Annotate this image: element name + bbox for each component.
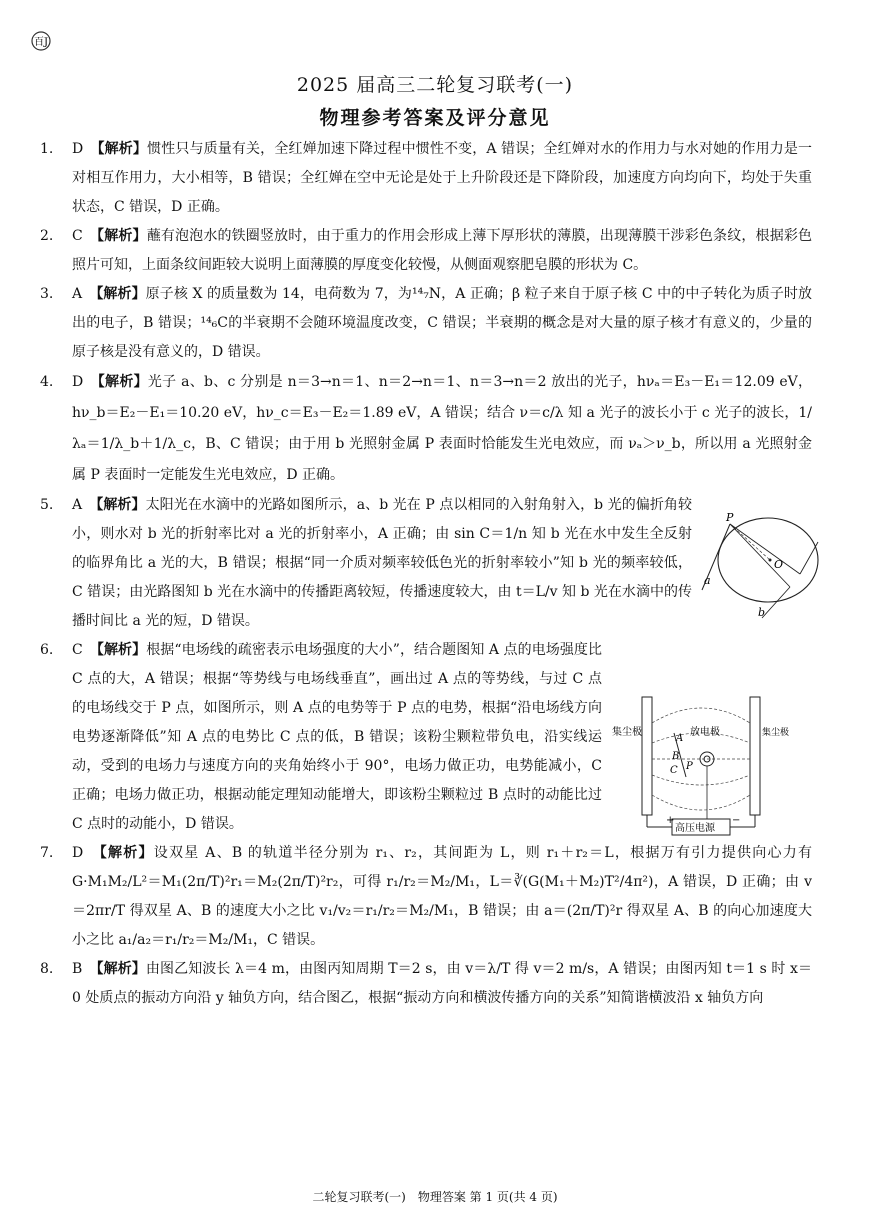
question-number: 3. <box>40 286 54 302</box>
right-plate-label: 集尘极 <box>762 728 790 738</box>
label-p: P <box>726 511 734 524</box>
question-text: 由图乙知波长 λ＝4 m，由图丙知周期 T＝2 s，由 v＝λ/T 得 v＝2 m/s，A 错误；由图丙知 t＝1 s 时 x＝0 处质点的振动方向沿 y 轴负方向，结合图乙，根据“振动方向和横波传播方向的关系”知简谐横波沿 x 轴负方向 <box>72 961 813 1006</box>
label-c: C <box>670 765 678 776</box>
refracted-ray <box>730 524 800 574</box>
question-8 <box>40 955 813 1013</box>
question-answer: A <box>72 497 83 513</box>
question-text: 蘸有泡泡水的铁圈竖放时，由于重力的作用会形成上薄下厚形状的薄膜，出现薄膜干涉彩色条纹，根据彩色照片可知，上面条纹间距较大说明上面薄膜的厚度变化较慢，从侧面观察肥皂膜的形状为 C。 <box>72 228 813 273</box>
droplet-circle <box>718 518 818 602</box>
left-plate <box>642 697 652 815</box>
analysis-tag: 【解析】 <box>96 642 147 658</box>
field-line <box>652 795 750 810</box>
label-a: a <box>704 574 711 587</box>
exam-subtitle: 物理参考答案及评分意见 <box>319 107 551 129</box>
question-answer: D <box>72 845 84 861</box>
question-7 <box>40 839 813 955</box>
question-text: 根据“电场线的疏密表示电场强度的大小”，结合题图知 A 点的电场强度比 C 点的大，A 错误；根据“等势线与电场线垂直”，画出过 A 点的等势线，与过 C 点的电场线交于 P 点，如图所示，则 A 点的电势等于 P 点的电势，根据“沿电场线方向电势逐渐降低”知 A 点的电势比 C 点的低，B 错误；该粉尘颗粒带负电，沿实线运动，受到的电场力与速度方向的夹角始终小于 90°，电场力做正功，电势能减小，C 正确；电场力做正功，根据动能定理知动能增大，即该粉尘颗粒过 B 点时的动能比过 C 点时的动能小，D 错误。 <box>72 642 603 832</box>
question-2 <box>40 222 813 280</box>
question-text: 太阳光在水滴中的光路如图所示，a、b 光在 P 点以相同的入射角射入，b 光的偏折角较小，则水对 b 光的折射率比对 a 光的折射率小，A 正确；由 sin C＝1/n 知 b 光在水中发生全反射的临界角比 a 光的大，B 错误；根据“同一介质对频率较低色光的折射率较小”知 b 光的频率较低，C 错误；由光路图知 b 光在水滴中的传播距离较短，传播速度较大，由 t＝L/v 知 b 光在水滴中的传播时间比 a 光的短，D 错误。 <box>72 497 693 629</box>
label-b: b <box>758 606 766 619</box>
label-p: P <box>686 761 693 772</box>
question-3 <box>40 280 813 367</box>
minus-sign: − <box>732 815 741 826</box>
question-1 <box>40 135 813 222</box>
discharge-electrode-label: 放电极 <box>690 727 720 738</box>
question-answer: C <box>72 228 83 244</box>
question-number: 1. <box>40 141 54 157</box>
field-line <box>652 775 750 785</box>
question-number: 8. <box>40 961 54 977</box>
exam-title: 2025 届高三二轮复习联考(一) <box>296 74 574 96</box>
question-answer: D <box>72 141 84 157</box>
logo-text: 百J <box>33 37 49 48</box>
right-plate <box>750 697 760 815</box>
question-number: 4. <box>40 374 54 390</box>
question-6 <box>40 636 603 839</box>
label-a: A <box>676 733 684 744</box>
question-number: 7. <box>40 845 54 861</box>
left-plate-label: 集尘极 <box>612 727 642 738</box>
plus-sign: + <box>666 815 675 826</box>
question-text: 惯性只与质量有关，全红婵加速下降过程中惯性不变，A 错误；全红婵对水的作用力与水对她的作用力是一对相互作用力，大小相等，B 错误；全红婵在空中无论是处于上升阶段还是下降阶段，加速度方向均向下，均处于失重状态，C 错误，D 正确。 <box>72 141 813 215</box>
question-text: 光子 a、b、c 分别是 n＝3→n＝1、n＝2→n＝1、n＝3→n＝2 放出的光子，hνₐ＝E₃－E₁＝12.09 eV，hν_b＝E₂－E₁＝10.20 eV，hν_c＝E₃－E₂＝1.89 eV，A 错误；结合 ν＝c/λ 知 a 光子的波长小于 c 光子的波长，1/λₐ＝1/λ_b＋1/λ_c，B、C 错误；由于用 b 光照射金属 P 表面时恰能发生光电效应，而 νₐ＞ν_b，所以用 a 光照射金属 P 表面时一定能发生光电效应，D 正确。 <box>72 374 813 483</box>
analysis-tag: 【解析】 <box>97 141 148 157</box>
analysis-tag: 【解析】 <box>96 497 146 513</box>
question-number: 2. <box>40 228 54 244</box>
center-point <box>769 559 772 562</box>
reflected-ray <box>800 542 818 574</box>
power-label: 高压电源 <box>675 823 715 834</box>
question-number: 6. <box>40 642 54 658</box>
droplet-light-path-figure <box>700 512 825 622</box>
electric-field-figure <box>612 693 790 853</box>
analysis-tag: 【解析】 <box>96 961 146 977</box>
normal-line <box>730 524 770 560</box>
question-answer: C <box>72 642 83 658</box>
analysis-tag: 【解析】 <box>97 374 148 390</box>
question-number: 5. <box>40 497 54 513</box>
analysis-tag: 【解析】 <box>96 286 146 302</box>
field-line <box>652 708 750 723</box>
question-text: 设双星 A、B 的轨道半径分别为 r₁、r₂，其间距为 L，则 r₁＋r₂＝L，根据万有引力提供向心力有 G·M₁M₂/L²＝M₁(2π/T)²r₁＝M₂(2π/T)²r₂，可得 r₁/r₂＝M₂/M₁，L＝∛(G(M₁＋M₂)T²/4π²)，A 错误，D 正确；由 v＝2πr/T 得双星 A、B 的速度大小之比 v₁/v₂＝r₁/r₂＝M₂/M₁，B 错误；由 a＝(2π/T)²r 得双星 A、B 的向心加速度大小之比 a₁/a₂＝r₁/r₂＝M₂/M₁，C 错误。 <box>72 845 813 948</box>
analysis-tag: 【解析】 <box>99 845 154 861</box>
label-b: B <box>672 751 680 762</box>
question-answer: A <box>72 286 83 302</box>
analysis-tag: 【解析】 <box>97 228 147 244</box>
question-5 <box>40 491 693 636</box>
question-4 <box>40 367 813 491</box>
question-text: 原子核 X 的质量数为 14，电荷数为 7，为¹⁴₇N，A 正确；β 粒子来自于原子核 C 中的中子转化为质子时放出的电子，B 错误；¹⁴₆C的半衰期不会随环境温度改变，C 错误；半衰期的概念是对大量的原子核才有意义的，少量的原子核是没有意义的，D 错误。 <box>72 286 813 360</box>
publisher-logo-icon <box>30 30 56 52</box>
question-answer: B <box>72 961 83 977</box>
refracted-ray-b <box>730 524 790 587</box>
page-footer: 二轮复习联考(一) 物理答案 第 1 页(共 4 页) <box>312 1190 558 1204</box>
label-o: O <box>774 558 784 571</box>
question-answer: D <box>72 374 84 390</box>
